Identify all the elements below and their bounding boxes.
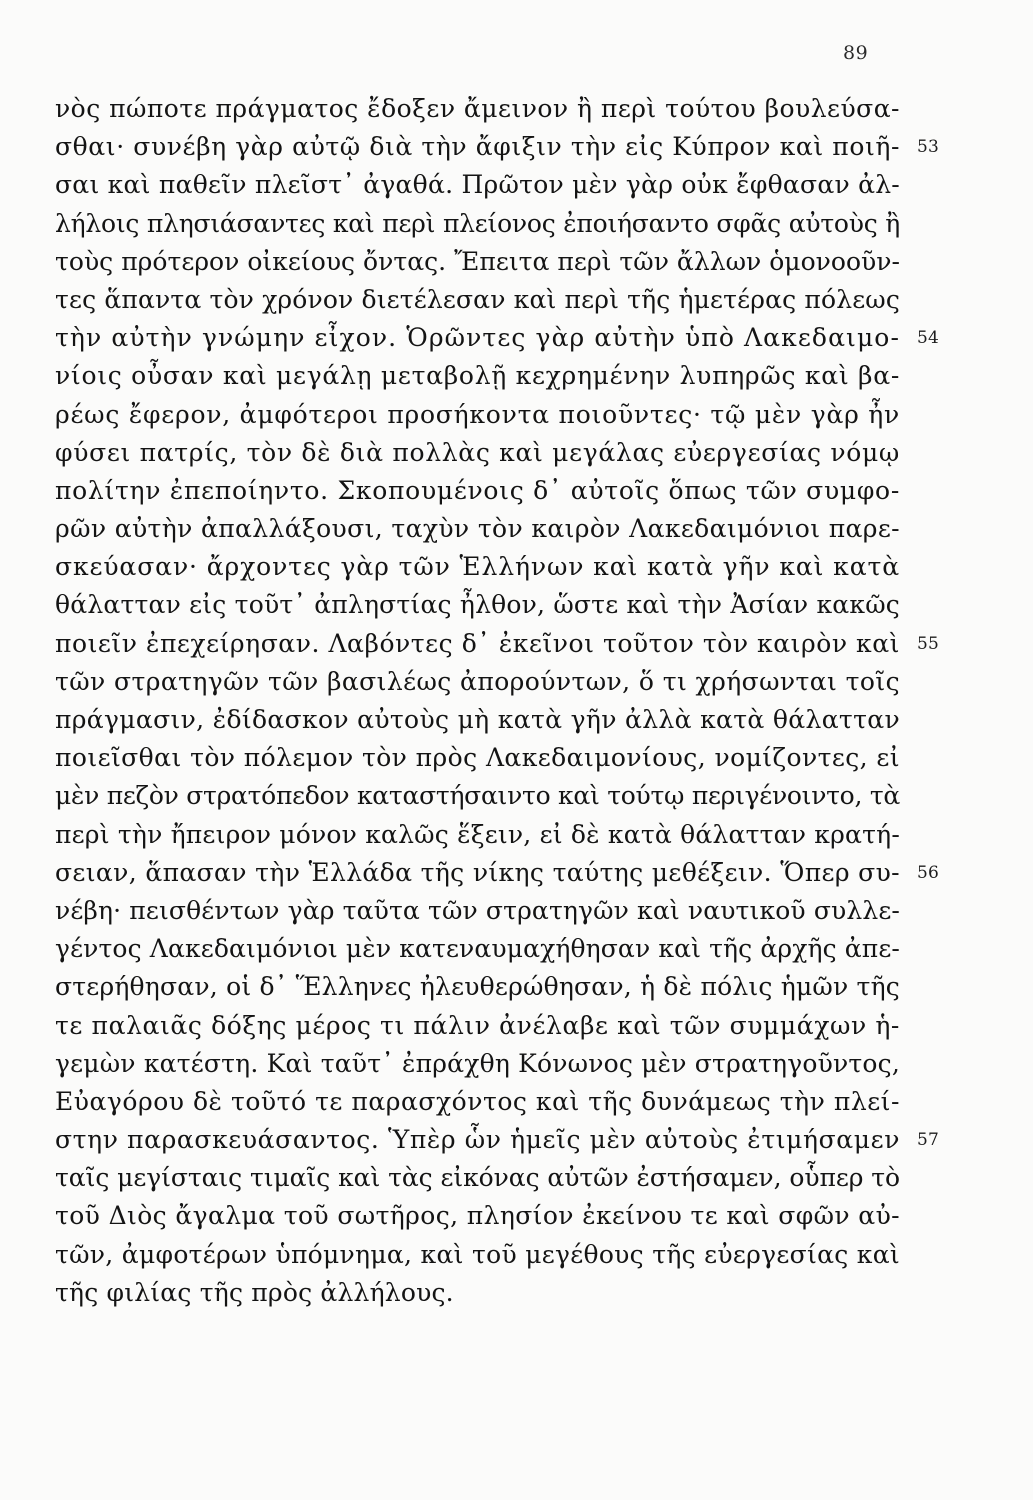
text-line-content: τες ἅπαντα τὸν χρόνον διετέλεσαν καὶ περὶ τῆς ἡμετέρας πόλεως (55, 284, 900, 314)
text-line-content: στην παρασκευάσαντος. Ὑπὲρ ὧν ἡμεῖς μὲν αὐτοὺς ἐτιμήσαμεν (55, 1125, 900, 1155)
text-line-content: γέντος Λακεδαιμόνιοι μὲν κατεναυμαχήθησαν καὶ τῆς ἀρχῆς ἀπε- (55, 934, 900, 964)
text-line (55, 1159, 900, 1197)
text-line-content: θάλατταν εἰς τοῦτ᾽ ἀπληστίας ἦλθον, ὥστε καὶ τὴν Ἀσίαν κακῶς (55, 590, 900, 620)
text-line-content: ποιεῖσθαι τὸν πόλεμον τὸν πρὸς Λακεδαιμονίους, νομίζοντες, εἰ (55, 743, 900, 773)
text-line-content: τῶν στρατηγῶν τῶν βασιλέως ἀπορούντων, ὅ τι χρήσωνται τοῖς (55, 666, 900, 696)
text-line (55, 1083, 900, 1121)
text-line (55, 396, 900, 434)
text-line (55, 128, 940, 166)
text-line-content: νίοις οὖσαν καὶ μεγάλῃ μεταβολῇ κεχρημένην λυπηρῶς καὶ βα- (55, 361, 900, 391)
text-line-content: πολίτην ἐπεποίηντο. Σκοπουμένοις δ᾽ αὐτοῖς ὅπως τῶν συμφο- (55, 475, 900, 505)
text-line (55, 1007, 900, 1045)
text-line-content: νέβη· πεισθέντων γὰρ ταῦτα τῶν στρατηγῶν καὶ ναυτικοῦ συλλε- (55, 895, 900, 925)
text-line-content: σαι καὶ παθεῖν πλεῖστ᾽ ἀγαθά. Πρῶτον μὲν γὰρ οὐκ ἔφθασαν ἀλ- (55, 170, 900, 200)
text-line (55, 205, 900, 243)
text-line-content: ρέως ἔφερον, ἀμφότεροι προσήκοντα ποιοῦντες· τῷ μὲν γὰρ ἦν (55, 399, 900, 429)
text-line-content: τῆς φιλίας τῆς πρὸς ἀλλήλους. (55, 1277, 454, 1307)
text-line (55, 777, 900, 815)
text-line (55, 243, 900, 281)
text-line (55, 968, 900, 1006)
section-number: 57 (917, 1130, 940, 1151)
text-line (55, 701, 900, 739)
text-line-content: πράγμασιν, ἐδίδασκον αὐτοὺς μὴ κατὰ γῆν ἀλλὰ κατὰ θάλατταν (55, 705, 900, 734)
text-line (55, 930, 900, 968)
text-line (55, 319, 940, 357)
text-line (55, 1121, 940, 1159)
text-line-content: μὲν πεζὸν στρατόπεδον καταστήσαιντο καὶ τούτῳ περιγένοιντο, τὰ (55, 781, 900, 811)
section-number: 55 (917, 633, 940, 654)
text-line-content: Εὐαγόρου δὲ τοῦτό τε παρασχόντος καὶ τῆς δυνάμεως τὴν πλεί- (55, 1086, 900, 1116)
section-number: 56 (917, 862, 940, 883)
text-line-content: ταῖς μεγίσταις τιμαῖς καὶ τὰς εἰκόνας αὐτῶν ἐστήσαμεν, οὗπερ τὸ (55, 1163, 900, 1193)
text-line-content: τε παλαιᾶς δόξης μέρος τι πάλιν ἀνέλαβε καὶ τῶν συμμάχων ἡ- (55, 1010, 900, 1040)
text-line-content: φύσει πατρίς, τὸν δὲ διὰ πολλὰς καὶ μεγάλας εὐεργεσίας νόμῳ (55, 437, 900, 467)
text-line-content: περὶ τὴν ἤπειρον μόνον καλῶς ἕξειν, εἰ δὲ κατὰ θάλατταν κρατή- (55, 819, 900, 849)
text-line (55, 472, 900, 510)
text-line (55, 90, 900, 128)
text-line (55, 1274, 900, 1312)
text-line (55, 166, 900, 204)
section-number: 54 (917, 328, 940, 349)
page-number: 89 (843, 42, 869, 64)
text-line-content: νὸς πώποτε πράγματος ἔδοξεν ἄμεινον ἢ περὶ τούτου βουλεύσα- (55, 94, 900, 123)
text-line-content: τὴν αὐτὴν γνώμην εἶχον. Ὁρῶντες γὰρ αὐτὴν ὑπὸ Λακεδαιμο- (55, 323, 900, 353)
text-line (55, 854, 940, 892)
text-line-content: ρῶν αὐτὴν ἀπαλλάξουσι, ταχὺν τὸν καιρὸν Λακεδαιμόνιοι παρε- (55, 514, 900, 544)
text-line (55, 892, 900, 930)
text-line (55, 739, 900, 777)
text-line (55, 281, 900, 319)
text-line (55, 1236, 900, 1274)
text-line-content: ποιεῖν ἐπεχείρησαν. Λαβόντες δ᾽ ἐκεῖνοι τοῦτον τὸν καιρὸν καὶ (55, 628, 900, 658)
text-line-content: τῶν, ἀμφοτέρων ὑπόμνημα, καὶ τοῦ μεγέθους τῆς εὐεργεσίας καὶ (55, 1239, 900, 1269)
text-line (55, 1197, 900, 1235)
text-line (55, 663, 900, 701)
text-line (55, 586, 900, 624)
text-line (55, 816, 900, 854)
text-line-content: στερήθησαν, οἱ δ᾽ Ἕλληνες ἠλευθερώθησαν, ἡ δὲ πόλις ἡμῶν τῆς (55, 972, 900, 1002)
text-line-content: τοῦ Διὸς ἄγαλμα τοῦ σωτῆρος, πλησίον ἐκείνου τε καὶ σφῶν αὐ- (55, 1201, 900, 1231)
text-line-content: σθαι· συνέβη γὰρ αὐτῷ διὰ τὴν ἄφιξιν τὴν εἰς Κύπρον καὶ ποιῆ- (55, 132, 900, 162)
text-line (55, 625, 940, 663)
text-line (55, 1045, 900, 1083)
text-line-content: γεμὼν κατέστη. Καὶ ταῦτ᾽ ἐπράχθη Κόνωνος μὲν στρατηγοῦντος, (55, 1048, 900, 1078)
greek-text-body (55, 90, 940, 1312)
text-line-content: τοὺς πρότερον οἰκείους ὄντας. Ἔπειτα περὶ τῶν ἄλλων ὁμονοοῦν- (55, 246, 900, 276)
text-line (55, 548, 900, 586)
text-line-content: σειαν, ἅπασαν τὴν Ἑλλάδα τῆς νίκης ταύτης μεθέξειν. Ὅπερ συ- (55, 857, 900, 887)
text-line (55, 357, 900, 395)
text-line (55, 510, 900, 548)
text-line-content: λήλοις πλησιάσαντες καὶ περὶ πλείονος ἐποιήσαντο σφᾶς αὐτοὺς ἢ (55, 208, 900, 238)
text-line-content: σκεύασαν· ἄρχοντες γὰρ τῶν Ἑλλήνων καὶ κατὰ γῆν καὶ κατὰ (55, 552, 900, 582)
section-number: 53 (917, 137, 940, 158)
text-line (55, 434, 900, 472)
